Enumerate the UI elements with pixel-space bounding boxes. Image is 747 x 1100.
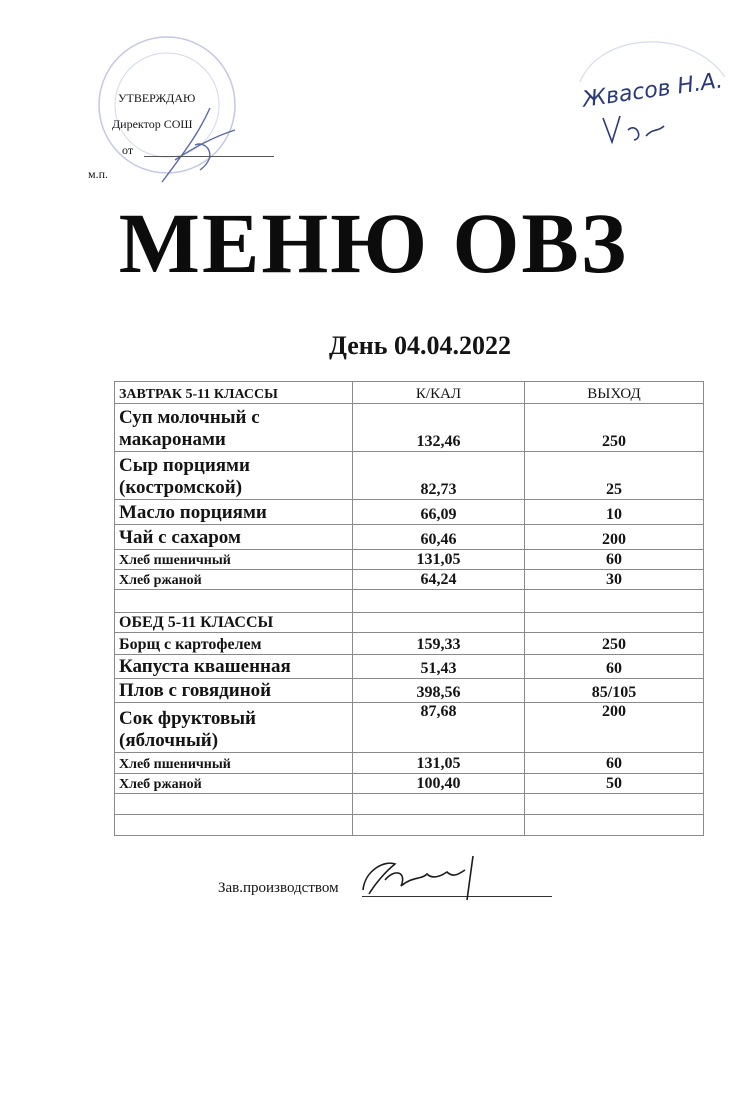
table-row <box>115 452 704 500</box>
dish-name: Хлеб пшеничный <box>115 753 353 774</box>
director-signature <box>140 100 250 190</box>
col-header-portion: ВЫХОД <box>525 382 704 404</box>
table-row <box>115 774 704 794</box>
dish-name: Сыр порциями (костромской) <box>115 452 353 500</box>
dish-kcal: 64,24 <box>353 570 525 590</box>
table-row <box>115 550 704 570</box>
table-row <box>115 753 704 774</box>
date-line <box>144 156 274 157</box>
dish-portion: 25 <box>525 452 704 500</box>
lunch-title: ОБЕД 5-11 КЛАССЫ <box>115 613 353 633</box>
table-row <box>115 500 704 525</box>
dish-name: Плов с говядиной <box>115 679 353 703</box>
director-label: Директор СОШ <box>112 117 193 131</box>
dish-kcal: 131,05 <box>353 550 525 570</box>
dish-portion: 10 <box>525 500 704 525</box>
handwritten-name: Жвасов Н.А. <box>580 68 725 113</box>
dish-kcal: 66,09 <box>353 500 525 525</box>
dish-kcal: 82,73 <box>353 452 525 500</box>
dish-name: Чай с сахаром <box>115 525 353 550</box>
col-header-meal: ЗАВТРАК 5-11 КЛАССЫ <box>115 382 353 404</box>
table-header <box>115 382 704 404</box>
dish-name: Хлеб пшеничный <box>115 550 353 570</box>
dish-kcal: 60,46 <box>353 525 525 550</box>
date-label: от <box>122 143 134 157</box>
dish-kcal: 100,40 <box>353 774 525 794</box>
menu-table <box>114 381 704 836</box>
dish-portion: 60 <box>525 655 704 679</box>
dish-name: Хлеб ржаной <box>115 774 353 794</box>
table-row-empty <box>115 794 704 815</box>
dish-portion: 30 <box>525 570 704 590</box>
dish-portion: 200 <box>525 703 704 753</box>
footer-label: Зав.производством <box>218 880 339 896</box>
lunch-header-row <box>115 613 704 633</box>
dish-portion: 200 <box>525 525 704 550</box>
table-row-empty <box>115 590 704 613</box>
dish-kcal: 87,68 <box>353 703 525 753</box>
table-row <box>115 633 704 655</box>
production-manager-signature <box>355 850 495 910</box>
dish-kcal: 51,43 <box>353 655 525 679</box>
dish-name: Капуста квашенная <box>115 655 353 679</box>
table-row <box>115 570 704 590</box>
dish-name: Масло порциями <box>115 500 353 525</box>
dish-portion: 85/105 <box>525 679 704 703</box>
table-row <box>115 703 704 753</box>
page-title: МЕНЮ ОВЗ <box>118 195 629 291</box>
table-row <box>115 525 704 550</box>
day-label: День 04.04.2022 <box>329 331 511 360</box>
table-row <box>115 404 704 452</box>
dish-name: Сок фруктовый (яблочный) <box>115 703 353 753</box>
dish-kcal: 398,56 <box>353 679 525 703</box>
handwritten-initials-icon <box>598 110 668 150</box>
dish-kcal: 131,05 <box>353 753 525 774</box>
dish-name: Борщ с картофелем <box>115 633 353 655</box>
dish-kcal: 132,46 <box>353 404 525 452</box>
stamp-label: м.п. <box>88 167 109 181</box>
table-row <box>115 655 704 679</box>
dish-portion: 60 <box>525 753 704 774</box>
table-row-empty <box>115 815 704 836</box>
dish-kcal: 159,33 <box>353 633 525 655</box>
dish-name: Суп молочный с макаронами <box>115 404 353 452</box>
dish-portion: 50 <box>525 774 704 794</box>
col-header-kcal: К/КАЛ <box>353 382 525 404</box>
dish-name: Хлеб ржаной <box>115 570 353 590</box>
dish-portion: 250 <box>525 404 704 452</box>
dish-portion: 60 <box>525 550 704 570</box>
approve-label: УТВЕРЖДАЮ <box>118 91 196 105</box>
dish-portion: 250 <box>525 633 704 655</box>
table-row <box>115 679 704 703</box>
